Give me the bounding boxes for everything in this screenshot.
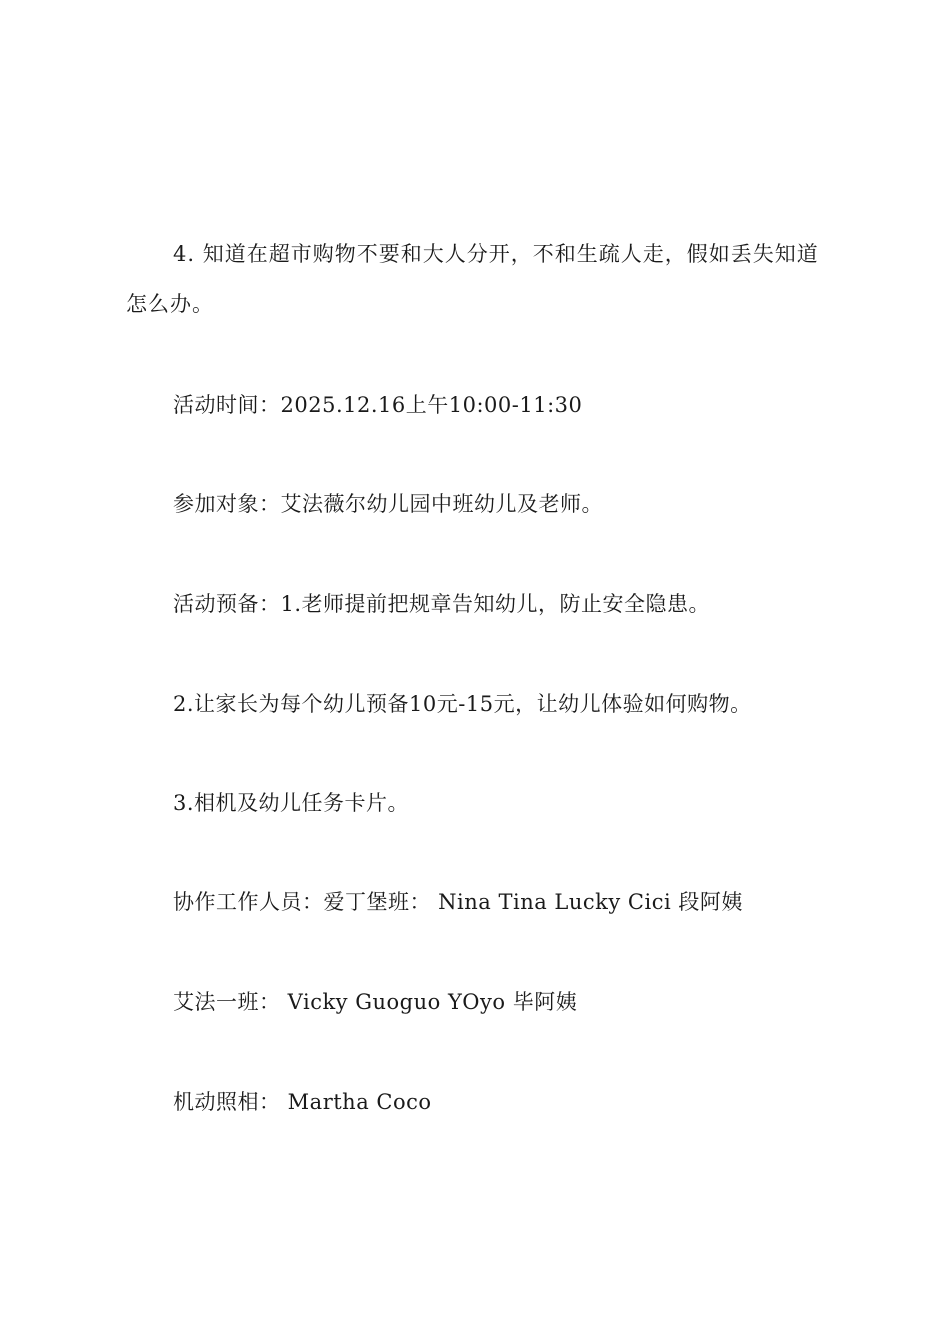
paragraph-photographers: 机动照相： Martha Coco xyxy=(173,1090,432,1114)
paragraph-staff-class-one: 艾法一班： Vicky Guoguo YOyo 毕阿姨 xyxy=(173,990,578,1014)
paragraph-goal-4: 4. 知道在超市购物不要和大人分开，不和生疏人走，假如丢失知道怎么办。 xyxy=(126,242,819,316)
paragraph-activity-time: 活动时间：2025.12.16上午10:00-11:30 xyxy=(173,393,583,417)
paragraph-preparation-1: 活动预备：1.老师提前把规章告知幼儿，防止安全隐患。 xyxy=(173,592,711,616)
paragraph-participants: 参加对象：艾法薇尔幼儿园中班幼儿及老师。 xyxy=(173,492,603,516)
paragraph-preparation-2: 2.让家长为每个幼儿预备10元-15元，让幼儿体验如何购物。 xyxy=(173,692,752,716)
paragraph-staff-edinburgh: 协作工作人员：爱丁堡班： Nina Tina Lucky Cici 段阿姨 xyxy=(173,890,743,914)
paragraph-preparation-3: 3.相机及幼儿任务卡片。 xyxy=(173,791,410,815)
